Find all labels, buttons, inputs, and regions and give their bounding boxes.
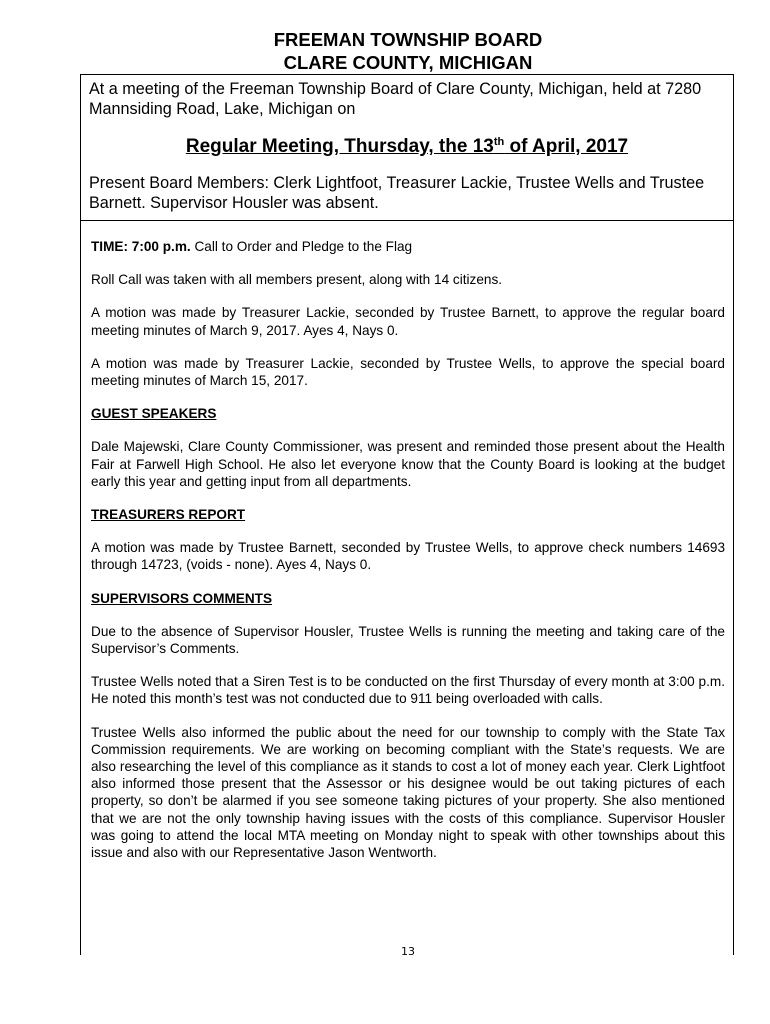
page-number: 13 [401, 945, 415, 958]
document-title-line1: FREEMAN TOWNSHIP BOARD [273, 29, 543, 50]
meeting-title-main: Regular Meeting, Thursday, the 13 [185, 136, 494, 157]
motion-1-paragraph: A motion was made by Treasurer Lackie, seconded by Trustee Barnett, to approve the regular board meeting minutes of March 9, 2017. Ayes 4, Nays 0. [91, 305, 725, 338]
supervisors-comments-paragraph-3: Trustee Wells also informed the public about the need for our township to comply with the State Tax Commission requirements. We are working on becoming compliant with the State’s requests. We are also researching the level of this compliance as it stands to cost a lot of money each year. Clerk Lightfoot also informed those present that the Assessor or his designee would be out taking pictures of each property, so don’t be alarmed if you see someone taking pictures of your property. She also mentioned that we are not the only township having issues with the costs of this compliance. Supervisor Housler was going to attend the local MTA meeting on Monday night to speak with other townships about this issue and also with our Representative Jason Wentworth. [91, 724, 725, 861]
meeting-header-section [81, 75, 733, 221]
supervisors-comments-heading: SUPERVISORS COMMENTS [91, 590, 273, 606]
supervisors-comments-paragraph-2: Trustee Wells noted that a Siren Test is to be conducted on the first Thursday of every month at 3:00 p.m. He noted this month’s test was not conducted due to 911 being overloaded with calls. [91, 674, 725, 707]
guest-speakers-paragraph: Dale Majewski, Clare County Commissioner, was present and reminded those present about the Health Fair at Farwell High School. He also let everyone know that the County Board is looking at the budget early this year and getting input from all departments. [91, 439, 725, 489]
minutes-box [80, 74, 734, 955]
present-members-text: Present Board Members: Clerk Lightfoot, Treasurer Lackie, Trustee Wells and Trustee Barnett. Supervisor Housler was absent. [89, 174, 705, 212]
supervisors-comments-paragraph-1: Due to the absence of Supervisor Housler, Trustee Wells is running the meeting and taking care of the Supervisor’s Comments. [91, 623, 725, 657]
time-text: Call to Order and Pledge to the Flag [190, 239, 413, 254]
motion-2-paragraph: A motion was made by Treasurer Lackie, seconded by Trustee Wells, to approve the special board meeting minutes of March 15, 2017. [91, 355, 725, 389]
document-title-line2: CLARE COUNTY, MICHIGAN [283, 52, 533, 73]
treasurers-report-heading: TREASURERS REPORT [91, 507, 246, 523]
treasurers-report-paragraph: A motion was made by Trustee Barnett, seconded by Trustee Wells, to approve check numbers 14693 through 14723, (voids - none). Ayes 4, Nays 0. [91, 540, 725, 573]
minutes-body [81, 221, 733, 861]
time-paragraph [91, 238, 725, 255]
guest-speakers-heading: GUEST SPEAKERS [91, 406, 217, 422]
meeting-place-text: At a meeting of the Freeman Township Board of Clare County, Michigan, held at 7280 Mannsiding Road, Lake, Michigan on [89, 80, 702, 118]
time-label: TIME: 7:00 p.m. [91, 239, 191, 254]
meeting-title-date: of April, 2017 [504, 136, 629, 157]
meeting-title-ordinal: th [493, 136, 505, 148]
meeting-title [89, 135, 725, 159]
roll-call-paragraph: Roll Call was taken with all members present, along with 14 citizens. [91, 272, 503, 288]
